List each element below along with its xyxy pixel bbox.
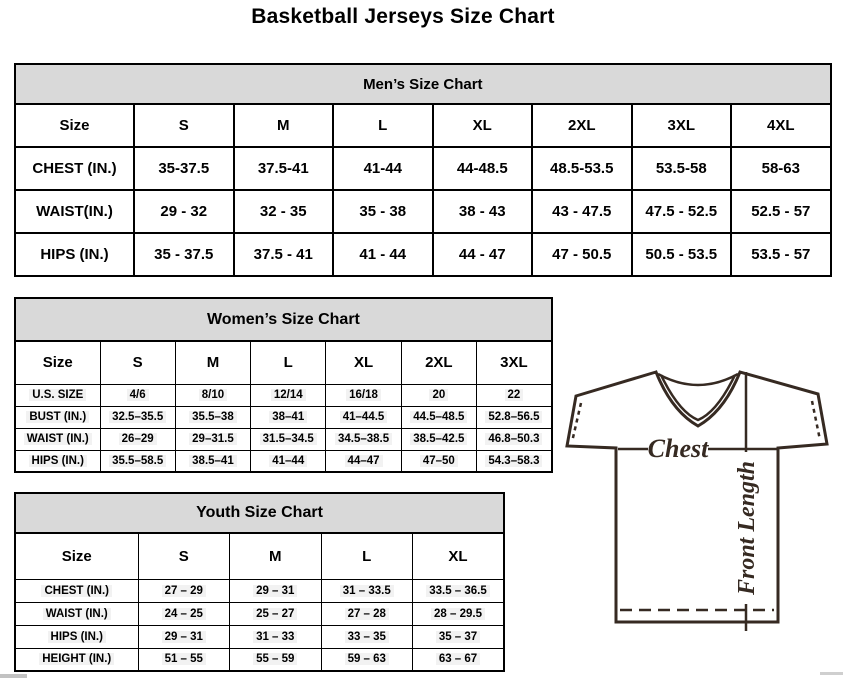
women-value-cell: 52.8–56.5 (476, 406, 551, 428)
men-size-col-s: S (134, 104, 234, 147)
youth-measurement-row (15, 625, 504, 648)
women-measurement-row (15, 450, 552, 472)
women-value-cell: 22 (476, 384, 551, 406)
youth-value-cell: 31 – 33 (230, 625, 322, 648)
youth-row-label: CHEST (IN.) (15, 579, 138, 602)
men-row-label: HIPS (IN.) (15, 233, 134, 276)
men-value-cell: 44-48.5 (433, 147, 533, 190)
men-value-cell: 43 - 47.5 (532, 190, 632, 233)
youth-value-cell: 59 – 63 (321, 648, 413, 671)
youth-row-label: HIPS (IN.) (15, 625, 138, 648)
women-value-cell: 4/6 (100, 384, 175, 406)
women-value-cell: 12/14 (251, 384, 326, 406)
youth-value-cell: 29 – 31 (230, 579, 322, 602)
women-size-header: Size (15, 341, 100, 384)
men-value-cell: 38 - 43 (433, 190, 533, 233)
men-value-cell: 41 - 44 (333, 233, 433, 276)
youth-table-title: Youth Size Chart (15, 493, 504, 533)
horizontal-scrollbar-right-fragment[interactable] (820, 672, 843, 675)
youth-value-cell: 51 – 55 (138, 648, 230, 671)
jersey-measurement-diagram (556, 360, 838, 646)
women-size-col-xl: XL (326, 341, 401, 384)
men-value-cell: 50.5 - 53.5 (632, 233, 732, 276)
youth-size-header: Size (15, 533, 138, 579)
men-value-cell: 47.5 - 52.5 (632, 190, 732, 233)
women-value-cell: 35.5–38 (175, 406, 250, 428)
women-value-cell: 20 (401, 384, 476, 406)
youth-value-cell: 24 – 25 (138, 602, 230, 625)
men-value-cell: 53.5-58 (632, 147, 732, 190)
horizontal-scrollbar-left-fragment[interactable] (0, 674, 27, 678)
men-value-cell: 32 - 35 (234, 190, 334, 233)
collar-arc-outer (658, 374, 738, 385)
youth-value-cell: 29 – 31 (138, 625, 230, 648)
men-value-cell: 52.5 - 57 (731, 190, 831, 233)
youth-row-label: WAIST (IN.) (15, 602, 138, 625)
men-table-title: Men’s Size Chart (15, 64, 831, 104)
men-value-cell: 35 - 37.5 (134, 233, 234, 276)
youth-row-label: HEIGHT (IN.) (15, 648, 138, 671)
women-value-cell: 34.5–38.5 (326, 428, 401, 450)
men-value-cell: 58-63 (731, 147, 831, 190)
women-measurement-row (15, 428, 552, 450)
women-value-cell: 54.3–58.3 (476, 450, 551, 472)
page-title: Basketball Jerseys Size Chart (251, 5, 555, 28)
women-value-cell: 35.5–58.5 (100, 450, 175, 472)
womens-size-table (14, 297, 551, 473)
youth-size-col-m: M (230, 533, 322, 579)
women-row-label: U.S. SIZE (15, 384, 100, 406)
men-value-cell: 47 - 50.5 (532, 233, 632, 276)
youth-size-col-l: L (321, 533, 413, 579)
youth-value-cell: 27 – 28 (321, 602, 413, 625)
men-value-cell: 37.5 - 41 (234, 233, 334, 276)
youth-value-cell: 25 – 27 (230, 602, 322, 625)
men-size-header: Size (15, 104, 134, 147)
women-measurement-row (15, 406, 552, 428)
youth-value-cell: 55 – 59 (230, 648, 322, 671)
men-measurement-row (15, 147, 831, 190)
youth-measurement-row (15, 648, 504, 671)
mens-size-table (14, 63, 830, 277)
women-size-col-l: L (251, 341, 326, 384)
youth-size-col-s: S (138, 533, 230, 579)
women-row-label: BUST (IN.) (15, 406, 100, 428)
men-row-label: WAIST(IN.) (15, 190, 134, 233)
women-value-cell: 44–47 (326, 450, 401, 472)
women-value-cell: 41–44.5 (326, 406, 401, 428)
chest-label: Chest (647, 434, 709, 463)
women-size-col-s: S (100, 341, 175, 384)
men-value-cell: 37.5-41 (234, 147, 334, 190)
women-value-cell: 32.5–35.5 (100, 406, 175, 428)
men-value-cell: 53.5 - 57 (731, 233, 831, 276)
youth-value-cell: 35 – 37 (413, 625, 505, 648)
women-value-cell: 44.5–48.5 (401, 406, 476, 428)
women-value-cell: 38.5–42.5 (401, 428, 476, 450)
youth-value-cell: 33.5 – 36.5 (413, 579, 505, 602)
youth-value-cell: 27 – 29 (138, 579, 230, 602)
women-value-cell: 29–31.5 (175, 428, 250, 450)
women-table-title: Women’s Size Chart (15, 298, 552, 341)
youth-value-cell: 33 – 35 (321, 625, 413, 648)
youth-value-cell: 28 – 29.5 (413, 602, 505, 625)
men-size-col-3xl: 3XL (632, 104, 732, 147)
men-size-col-2xl: 2XL (532, 104, 632, 147)
women-value-cell: 16/18 (326, 384, 401, 406)
men-size-col-xl: XL (433, 104, 533, 147)
men-size-col-l: L (333, 104, 433, 147)
women-value-cell: 31.5–34.5 (251, 428, 326, 450)
youth-size-table (14, 492, 503, 672)
women-row-label: HIPS (IN.) (15, 450, 100, 472)
men-row-label: CHEST (IN.) (15, 147, 134, 190)
youth-measurement-row (15, 579, 504, 602)
men-value-cell: 44 - 47 (433, 233, 533, 276)
women-value-cell: 26–29 (100, 428, 175, 450)
women-value-cell: 47–50 (401, 450, 476, 472)
women-row-label: WAIST (IN.) (15, 428, 100, 450)
youth-value-cell: 31 – 33.5 (321, 579, 413, 602)
women-size-col-m: M (175, 341, 250, 384)
women-size-col-2xl: 2XL (401, 341, 476, 384)
youth-size-col-xl: XL (413, 533, 505, 579)
men-measurement-row (15, 233, 831, 276)
women-value-cell: 41–44 (251, 450, 326, 472)
men-value-cell: 35 - 38 (333, 190, 433, 233)
men-size-col-m: M (234, 104, 334, 147)
men-value-cell: 29 - 32 (134, 190, 234, 233)
men-measurement-row (15, 190, 831, 233)
youth-measurement-row (15, 602, 504, 625)
front-length-label: Front Length (734, 460, 760, 596)
women-value-cell: 38–41 (251, 406, 326, 428)
youth-value-cell: 63 – 67 (413, 648, 505, 671)
women-size-col-3xl: 3XL (476, 341, 551, 384)
men-value-cell: 48.5-53.5 (532, 147, 632, 190)
women-value-cell: 38.5–41 (175, 450, 250, 472)
women-measurement-row (15, 384, 552, 406)
men-value-cell: 41-44 (333, 147, 433, 190)
men-size-col-4xl: 4XL (731, 104, 831, 147)
women-value-cell: 46.8–50.3 (476, 428, 551, 450)
men-value-cell: 35-37.5 (134, 147, 234, 190)
women-value-cell: 8/10 (175, 384, 250, 406)
jersey-outline-shape (567, 372, 827, 622)
